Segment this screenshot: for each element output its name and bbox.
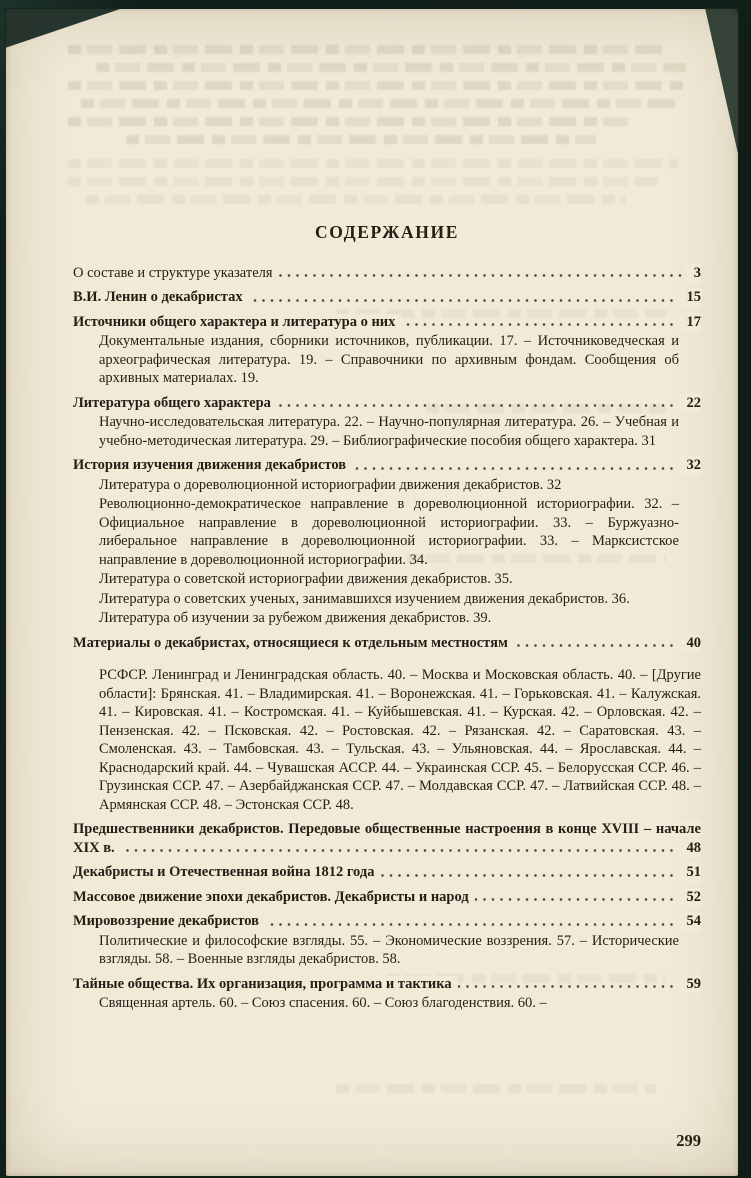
toc-entry-description: Священная артель. 60. – Союз спасения. 60. – Союз благоденствия. 60. – <box>99 995 547 1011</box>
toc-entry <box>73 975 701 1013</box>
toc-entry-page: 51 <box>677 863 702 882</box>
toc-entry <box>73 264 701 283</box>
scanned-page <box>6 9 738 1176</box>
page-title: СОДЕРЖАНИЕ <box>314 222 459 242</box>
toc-entry-line <box>73 634 701 653</box>
toc-entry <box>73 456 701 628</box>
toc-entry-page: 48 <box>677 839 702 858</box>
toc-entry-line <box>73 264 701 283</box>
toc-entry-page: 32 <box>677 456 702 475</box>
toc-entry <box>73 820 701 857</box>
toc-entry-description: Литература о советской историографии движения декабристов. 35. <box>99 571 513 587</box>
toc-entry <box>73 863 701 882</box>
toc-entry-page: 59 <box>677 975 702 994</box>
toc-entry-title: Источники общего характера и литература о них <box>73 314 401 330</box>
toc-entry-title: Литература общего характера <box>73 395 277 411</box>
toc-entry-line <box>73 394 701 413</box>
toc-entry <box>73 288 701 307</box>
toc-entry-page: 52 <box>677 888 702 907</box>
toc-entry-description: Документальные издания, сборники источников, публикации. 17. – Источниковедческая и археографическая литература. 19. – Справочники по архивным фондам. Сообщения об архивных материалах. 19. <box>99 333 679 386</box>
page-number: 299 <box>676 1130 701 1150</box>
toc-entry <box>73 634 701 815</box>
toc-entry <box>73 394 701 451</box>
toc-entry <box>73 912 701 969</box>
toc-entry-description: Революционно-демократическое направление в дореволюционной историографии. 32. – Официальное направление в дореволюционной историографии. 33. – Буржуазно-либеральное направление в дореволюционной историографии. 33. – Марксистское направление в дореволюционной историографии. 34. <box>99 496 679 568</box>
toc-entry-page: 17 <box>677 313 702 332</box>
toc-entry-line <box>73 888 701 907</box>
toc-entry-line <box>73 975 701 994</box>
toc-entry-title: Мировоззрение декабристов <box>73 913 265 929</box>
toc-entry-page: 3 <box>684 264 701 283</box>
toc-entry-title: Тайные общества. Их организация, программа и тактика <box>73 976 458 992</box>
scan-corner-shadow-top-right <box>705 8 739 158</box>
toc-entry-title: Предшественники декабристов. Передовые общественные настроения в конце XVIII – начале XIX в. <box>73 821 701 856</box>
toc-entry-page: 54 <box>677 912 702 931</box>
toc-entry-title: История изучения движения декабристов <box>73 457 352 473</box>
toc-entry-description: Литература о дореволюционной историографии движения декабристов. 32 <box>99 476 562 493</box>
toc-entry-page: 15 <box>677 288 702 307</box>
toc-entry-title: Массовое движение эпохи декабристов. Декабристы и народ <box>73 889 475 905</box>
toc-entry-line <box>73 313 701 332</box>
toc-entry-line <box>73 456 701 475</box>
toc-entry-title: Декабристы и Отечественная война 1812 года <box>73 864 380 880</box>
table-of-contents <box>73 9 701 1176</box>
toc-entry-title: О составе и структуре указателя <box>73 265 279 281</box>
toc-entry-title: Материалы о декабристах, относящиеся к отдельным местностям <box>73 635 514 651</box>
toc-entry-description: Политические и философские взгляды. 55. – Экономические воззрения. 57. – Исторические взгляды. 58. – Военные взгляды декабристов. 58. <box>99 932 679 967</box>
toc-entry-page: 22 <box>677 394 702 413</box>
toc-entry-line <box>73 288 701 307</box>
toc-entry-description: Литература об изучении за рубежом движения декабристов. 39. <box>99 610 492 626</box>
toc-entry <box>73 313 701 388</box>
toc-entry-line <box>73 820 701 857</box>
toc-entry-page: 40 <box>677 634 702 653</box>
toc-entry-line <box>73 863 701 882</box>
toc-entry-description: РСФСР. Ленинград и Ленинградская область. 40. – Москва и Московская область. 40. – [Другие области]: Брянская. 41. – Владимирская. 41. – Воронежская. 41. – Горьковская. 41. – Калужская. 41. – Кировская. 41. – Костромская. 41. – Куйбышевская. 41. – Курская. 42. – Орловская. 42. – Пензенская. 42. – Псковская. 42. – Ростовская. 42. – Рязанская. 42. – Саратовская. 43. – Смоленская. 43. – Тамбовская. 43. – Тульская. 43. – Ульяновская. 44. – Ярославская. 44. – Краснодарский край. 44. – Чувашская АССР. 44. – Украинская ССР. 45. – Белорусская ССР. 46. – Грузинская ССР. 47. – Азербайджанская ССР. 47. – Молдавская ССР. 47. – Латвийская ССР. 48. – Армянская ССР. 48. – Эстонская ССР. 48. <box>99 667 701 813</box>
toc-entry <box>73 888 701 907</box>
toc-entry-title: В.И. Ленин о декабристах <box>73 289 249 305</box>
toc-entry-description: Научно-исследовательская литература. 22. – Научно-популярная литература. 26. – Учебная и учебно-методическая литература. 29. – Библиографические пособия общего характера. 31 <box>99 414 679 449</box>
toc-entry-line <box>73 912 701 931</box>
toc-entry-description: Литература о советских ученых, занимавшихся изучением движения декабристов. 36. <box>99 590 630 607</box>
